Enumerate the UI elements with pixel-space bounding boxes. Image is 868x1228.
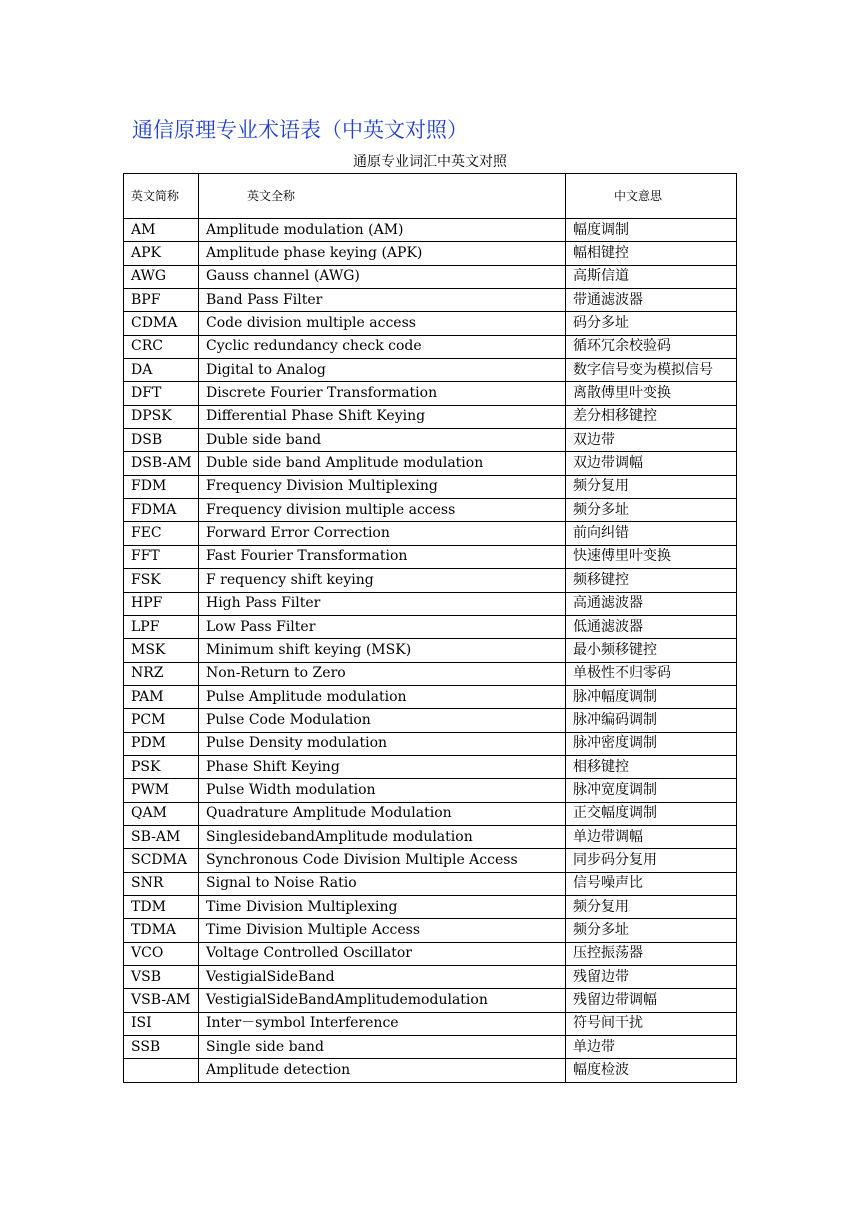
- cell-abbreviation: SSB: [124, 1036, 199, 1059]
- cell-abbreviation: APK: [124, 242, 199, 265]
- cell-chinese-meaning: 前向纠错: [566, 522, 737, 545]
- table-row: [124, 335, 737, 358]
- table-row: [124, 219, 737, 242]
- table-row: [124, 569, 737, 592]
- cell-abbreviation: SCDMA: [124, 849, 199, 872]
- cell-abbreviation: ISI: [124, 1012, 199, 1035]
- header-full-name: 英文全称: [199, 174, 566, 219]
- cell-chinese-meaning: 脉冲幅度调制: [566, 685, 737, 708]
- cell-abbreviation: DSB-AM: [124, 452, 199, 475]
- cell-full-name: Forward Error Correction: [199, 522, 566, 545]
- table-row: [124, 895, 737, 918]
- cell-chinese-meaning: 双边带: [566, 429, 737, 452]
- cell-chinese-meaning: 残留边带调幅: [566, 989, 737, 1012]
- cell-full-name: Frequency division multiple access: [199, 499, 566, 522]
- cell-chinese-meaning: 单边带: [566, 1036, 737, 1059]
- cell-abbreviation: TDM: [124, 895, 199, 918]
- cell-full-name: Digital to Analog: [199, 359, 566, 382]
- cell-chinese-meaning: 快速傅里叶变换: [566, 545, 737, 568]
- cell-chinese-meaning: 压控振荡器: [566, 942, 737, 965]
- cell-abbreviation: HPF: [124, 592, 199, 615]
- table-body: [124, 219, 737, 1083]
- cell-abbreviation: PSK: [124, 755, 199, 778]
- cell-full-name: Voltage Controlled Oscillator: [199, 942, 566, 965]
- cell-abbreviation: DSB: [124, 429, 199, 452]
- cell-chinese-meaning: 脉冲编码调制: [566, 709, 737, 732]
- cell-full-name: F requency shift keying: [199, 569, 566, 592]
- table-row: [124, 312, 737, 335]
- cell-full-name: Phase Shift Keying: [199, 755, 566, 778]
- table-row: [124, 709, 737, 732]
- cell-full-name: Time Division Multiplexing: [199, 895, 566, 918]
- cell-chinese-meaning: 幅度检波: [566, 1059, 737, 1082]
- table-row: [124, 429, 737, 452]
- cell-abbreviation: FFT: [124, 545, 199, 568]
- cell-chinese-meaning: 高通滤波器: [566, 592, 737, 615]
- cell-full-name: Non-Return to Zero: [199, 662, 566, 685]
- table-row: [124, 289, 737, 312]
- header-abbreviation: 英文简称: [124, 174, 199, 219]
- cell-full-name: Amplitude phase keying (APK): [199, 242, 566, 265]
- cell-abbreviation: CRC: [124, 335, 199, 358]
- cell-abbreviation: VSB-AM: [124, 989, 199, 1012]
- cell-abbreviation: LPF: [124, 615, 199, 638]
- cell-full-name: Band Pass Filter: [199, 289, 566, 312]
- cell-abbreviation: PWM: [124, 779, 199, 802]
- table-row: [124, 825, 737, 848]
- cell-full-name: Pulse Amplitude modulation: [199, 685, 566, 708]
- cell-chinese-meaning: 正交幅度调制: [566, 802, 737, 825]
- cell-abbreviation: DPSK: [124, 405, 199, 428]
- cell-abbreviation: SNR: [124, 872, 199, 895]
- cell-chinese-meaning: 数字信号变为模拟信号: [566, 359, 737, 382]
- cell-full-name: Signal to Noise Ratio: [199, 872, 566, 895]
- table-row: [124, 405, 737, 428]
- cell-chinese-meaning: 最小频移键控: [566, 639, 737, 662]
- table-row: [124, 755, 737, 778]
- page-title: 通信原理专业术语表（中英文对照）: [132, 118, 468, 142]
- cell-full-name: Duble side band: [199, 429, 566, 452]
- table-row: [124, 802, 737, 825]
- table-row: [124, 989, 737, 1012]
- cell-full-name: Fast Fourier Transformation: [199, 545, 566, 568]
- table-row: [124, 382, 737, 405]
- cell-full-name: Pulse Width modulation: [199, 779, 566, 802]
- cell-abbreviation: SB-AM: [124, 825, 199, 848]
- table-row: [124, 475, 737, 498]
- table-row: [124, 732, 737, 755]
- table-header-row: [124, 174, 737, 219]
- cell-full-name: Frequency Division Multiplexing: [199, 475, 566, 498]
- cell-chinese-meaning: 离散傅里叶变换: [566, 382, 737, 405]
- cell-abbreviation: VCO: [124, 942, 199, 965]
- cell-full-name: Minimum shift keying (MSK): [199, 639, 566, 662]
- cell-chinese-meaning: 残留边带: [566, 966, 737, 989]
- cell-abbreviation: MSK: [124, 639, 199, 662]
- table-row: [124, 639, 737, 662]
- table-row: [124, 1012, 737, 1035]
- cell-chinese-meaning: 同步码分复用: [566, 849, 737, 872]
- cell-abbreviation: FSK: [124, 569, 199, 592]
- table-row: [124, 685, 737, 708]
- cell-full-name: SinglesidebandAmplitude modulation: [199, 825, 566, 848]
- cell-abbreviation: FDM: [124, 475, 199, 498]
- cell-full-name: Time Division Multiple Access: [199, 919, 566, 942]
- cell-abbreviation: VSB: [124, 966, 199, 989]
- table-row: [124, 662, 737, 685]
- cell-chinese-meaning: 符号间干扰: [566, 1012, 737, 1035]
- cell-full-name: Code division multiple access: [199, 312, 566, 335]
- cell-chinese-meaning: 相移键控: [566, 755, 737, 778]
- cell-full-name: VestigialSideBandAmplitudemodulation: [199, 989, 566, 1012]
- cell-full-name: Inter－symbol Interference: [199, 1012, 566, 1035]
- cell-full-name: Single side band: [199, 1036, 566, 1059]
- cell-chinese-meaning: 单边带调幅: [566, 825, 737, 848]
- cell-chinese-meaning: 频分多址: [566, 499, 737, 522]
- cell-chinese-meaning: 频分复用: [566, 895, 737, 918]
- cell-abbreviation: FEC: [124, 522, 199, 545]
- table-row: [124, 919, 737, 942]
- table-row: [124, 966, 737, 989]
- header-chinese-meaning: 中文意思: [566, 174, 737, 219]
- cell-chinese-meaning: 差分相移键控: [566, 405, 737, 428]
- cell-chinese-meaning: 码分多址: [566, 312, 737, 335]
- cell-chinese-meaning: 双边带调幅: [566, 452, 737, 475]
- table-row: [124, 592, 737, 615]
- cell-full-name: Discrete Fourier Transformation: [199, 382, 566, 405]
- table-row: [124, 872, 737, 895]
- cell-chinese-meaning: 带通滤波器: [566, 289, 737, 312]
- cell-full-name: Amplitude detection: [199, 1059, 566, 1082]
- table-row: [124, 942, 737, 965]
- cell-full-name: Low Pass Filter: [199, 615, 566, 638]
- cell-chinese-meaning: 脉冲密度调制: [566, 732, 737, 755]
- table-row: [124, 359, 737, 382]
- table-row: [124, 265, 737, 288]
- table-row: [124, 1036, 737, 1059]
- cell-chinese-meaning: 信号噪声比: [566, 872, 737, 895]
- cell-full-name: Pulse Density modulation: [199, 732, 566, 755]
- cell-chinese-meaning: 单极性不归零码: [566, 662, 737, 685]
- cell-chinese-meaning: 脉冲宽度调制: [566, 779, 737, 802]
- cell-abbreviation: TDMA: [124, 919, 199, 942]
- cell-chinese-meaning: 频分复用: [566, 475, 737, 498]
- table-row: [124, 242, 737, 265]
- cell-abbreviation: BPF: [124, 289, 199, 312]
- terms-table: [123, 173, 737, 1083]
- table-row: [124, 452, 737, 475]
- table-row: [124, 522, 737, 545]
- cell-abbreviation: FDMA: [124, 499, 199, 522]
- cell-chinese-meaning: 高斯信道: [566, 265, 737, 288]
- table-caption: 通原专业词汇中英文对照: [353, 154, 507, 170]
- cell-abbreviation: [124, 1059, 199, 1082]
- cell-abbreviation: AM: [124, 219, 199, 242]
- cell-full-name: Synchronous Code Division Multiple Access: [199, 849, 566, 872]
- table-row: [124, 849, 737, 872]
- cell-chinese-meaning: 幅相键控: [566, 242, 737, 265]
- cell-chinese-meaning: 频移键控: [566, 569, 737, 592]
- cell-chinese-meaning: 频分多址: [566, 919, 737, 942]
- cell-abbreviation: QAM: [124, 802, 199, 825]
- cell-abbreviation: NRZ: [124, 662, 199, 685]
- table-row: [124, 1059, 737, 1082]
- cell-full-name: High Pass Filter: [199, 592, 566, 615]
- cell-full-name: VestigialSideBand: [199, 966, 566, 989]
- cell-abbreviation: PCM: [124, 709, 199, 732]
- cell-chinese-meaning: 低通滤波器: [566, 615, 737, 638]
- cell-full-name: Cyclic redundancy check code: [199, 335, 566, 358]
- table-row: [124, 779, 737, 802]
- cell-full-name: Gauss channel (AWG): [199, 265, 566, 288]
- cell-full-name: Differential Phase Shift Keying: [199, 405, 566, 428]
- cell-abbreviation: AWG: [124, 265, 199, 288]
- cell-full-name: Pulse Code Modulation: [199, 709, 566, 732]
- cell-full-name: Quadrature Amplitude Modulation: [199, 802, 566, 825]
- cell-abbreviation: CDMA: [124, 312, 199, 335]
- cell-abbreviation: PAM: [124, 685, 199, 708]
- cell-abbreviation: DFT: [124, 382, 199, 405]
- cell-full-name: Duble side band Amplitude modulation: [199, 452, 566, 475]
- cell-full-name: Amplitude modulation (AM): [199, 219, 566, 242]
- cell-chinese-meaning: 循环冗余校验码: [566, 335, 737, 358]
- table-row: [124, 499, 737, 522]
- cell-abbreviation: DA: [124, 359, 199, 382]
- table-row: [124, 545, 737, 568]
- table-row: [124, 615, 737, 638]
- cell-chinese-meaning: 幅度调制: [566, 219, 737, 242]
- cell-abbreviation: PDM: [124, 732, 199, 755]
